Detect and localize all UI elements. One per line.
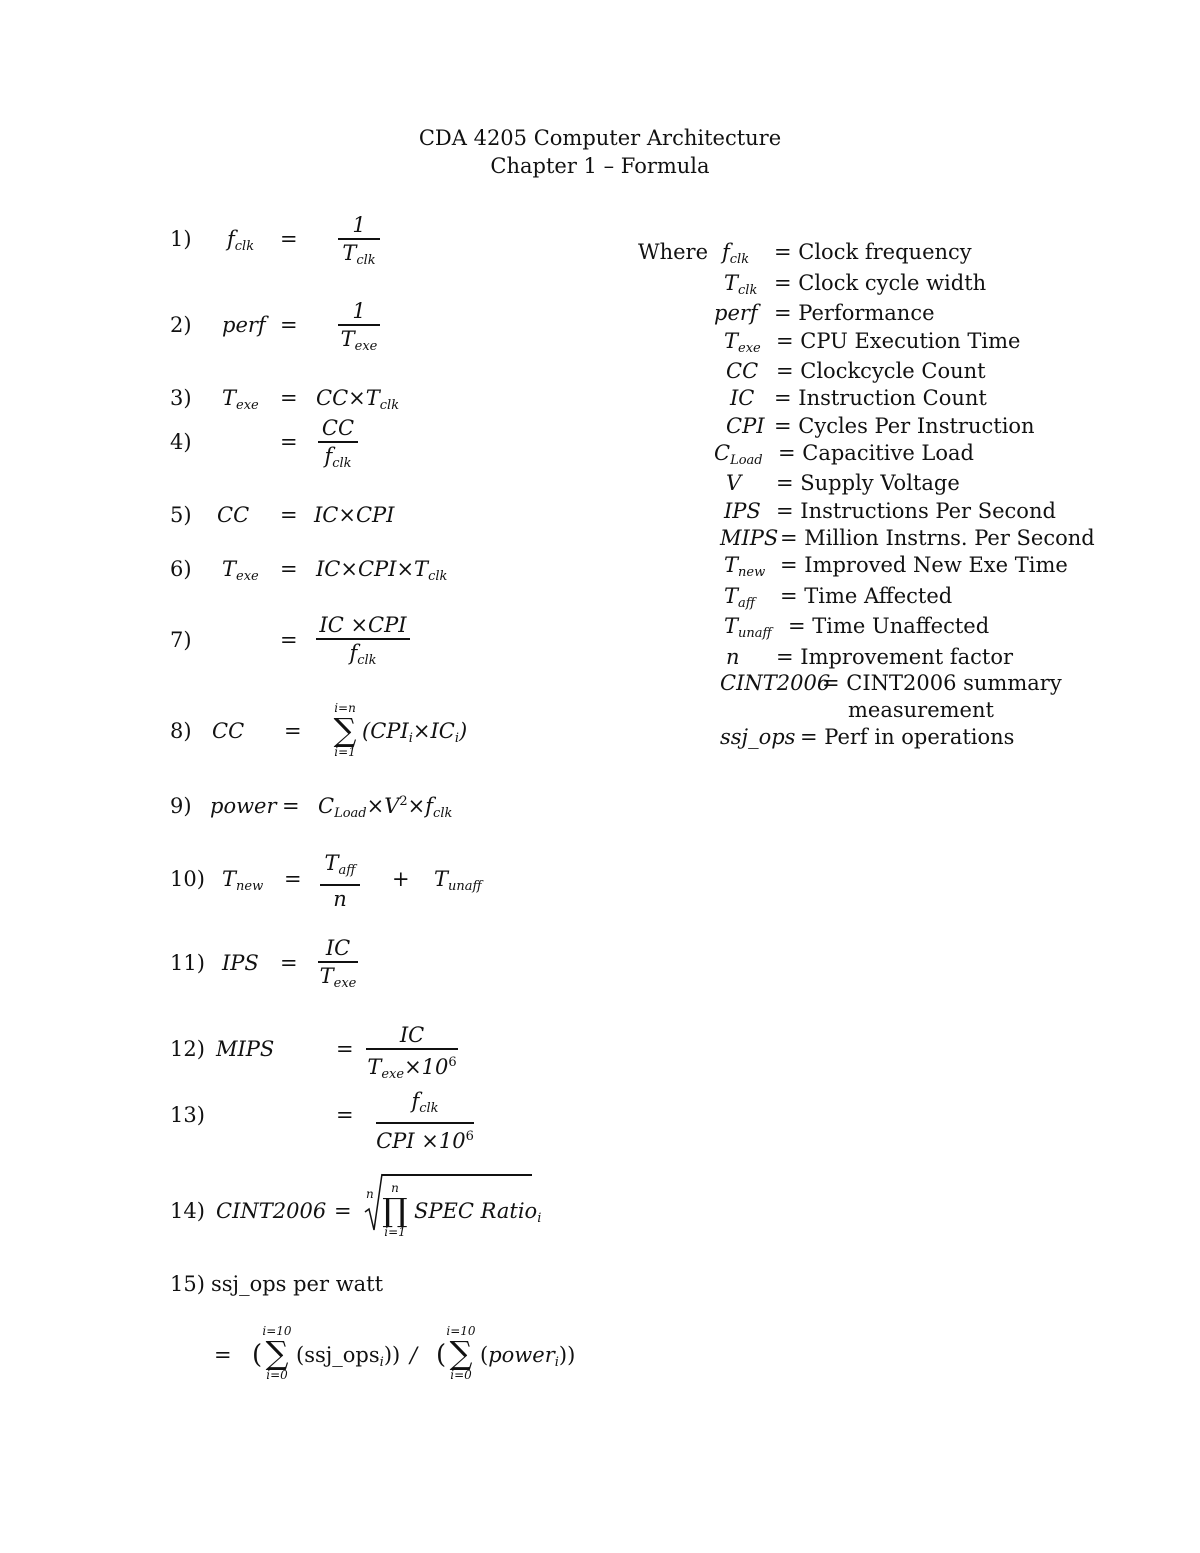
equals-sign: =: [280, 386, 298, 410]
legend-symbol: IPS: [724, 499, 761, 523]
formula-number: 1): [170, 227, 192, 251]
legend-symbol: MIPS: [720, 526, 779, 550]
formula-rhs: $IC\times CPI\times T_{clk}$: [316, 557, 448, 584]
page-subtitle: Chapter 1 – Formula: [490, 154, 710, 178]
sigma-icon: ∑: [265, 1334, 289, 1372]
formula-number: 14): [170, 1199, 205, 1223]
legend-description: = Time Affected: [780, 584, 953, 608]
legend-description: = Instructions Per Second: [776, 499, 1056, 523]
formula-lhs: power: [210, 794, 277, 818]
sigma-icon: ∑: [333, 711, 357, 749]
equals-sign: =: [280, 557, 298, 581]
legend-symbol: perf: [714, 301, 758, 325]
formula-number: 12): [170, 1037, 205, 1061]
formula-lhs: CC: [217, 503, 250, 527]
formula-lhs: $T_{exe}$: [222, 557, 259, 584]
legend-description: = Time Unaffected: [788, 614, 990, 638]
equals-sign: =: [284, 719, 302, 743]
fraction: 1 $T_{clk}$: [338, 212, 380, 274]
equals-sign: =: [280, 503, 298, 527]
formula-number: 8): [170, 719, 192, 743]
fraction: IC ×CPI $f_{clk}$: [316, 612, 410, 674]
equals-sign: =: [334, 1199, 352, 1223]
formula-number: 13): [170, 1103, 205, 1127]
legend-description: = Perf in operations: [800, 725, 1015, 749]
formula-number: 6): [170, 557, 192, 581]
legend-symbol: IC: [730, 386, 755, 410]
fraction: $T_{aff}$ n: [320, 850, 360, 912]
equals-sign: =: [282, 794, 300, 818]
formula-lhs: CC: [212, 719, 245, 743]
formula-rhs: $C_{Load}\times V^2\times f_{clk}$: [318, 794, 453, 821]
formula-number: 7): [170, 628, 192, 652]
formula-lhs: $f_{clk}$: [227, 227, 255, 254]
legend-symbol: CINT2006: [720, 671, 831, 695]
equals-sign: =: [336, 1037, 354, 1061]
legend-symbol: ssj_ops: [720, 725, 796, 749]
legend-where: Where: [638, 240, 709, 264]
product: n ∏ i=1: [382, 1181, 408, 1239]
fraction: CC $f_{clk}$: [318, 415, 358, 477]
formula-number: 10): [170, 867, 205, 891]
summation: i=10 ∑ i=0: [262, 1324, 292, 1382]
legend-symbol: V: [726, 471, 742, 495]
page-title: CDA 4205 Computer Architecture: [418, 126, 782, 150]
legend-description: = CPU Execution Time: [776, 329, 1021, 353]
plus-sign: +: [392, 867, 410, 891]
equals-sign: =: [336, 1103, 354, 1127]
legend-symbol: $T_{new}$: [724, 553, 766, 580]
equals-sign: =: [280, 951, 298, 975]
legend-description: = Supply Voltage: [776, 471, 960, 495]
formula-title: ssj_ops per watt: [211, 1272, 384, 1296]
formula-number: 2): [170, 313, 192, 337]
summation-term: (ssj_ops$_i$)): [296, 1343, 401, 1370]
formula-number: 15): [170, 1272, 205, 1296]
summation: i=10 ∑ i=0: [446, 1324, 476, 1382]
division-slash: /: [410, 1343, 418, 1367]
legend-description: = Clockcycle Count: [776, 359, 986, 383]
formula-number: 11): [170, 951, 205, 975]
legend-symbol: $T_{unaff}$: [724, 614, 772, 641]
sigma-icon: ∑: [449, 1334, 473, 1372]
formula-lhs: IPS: [222, 951, 259, 975]
fraction: $f_{clk}$ CPI $\times 10^6$: [376, 1089, 474, 1153]
formula-lhs: $T_{exe}$: [222, 386, 259, 413]
legend-symbol: $T_{aff}$: [724, 584, 755, 611]
fraction: IC $T_{exe}\times 10^6$: [367, 1023, 457, 1082]
legend-description: = Instruction Count: [774, 386, 987, 410]
summation-term: (power$_i$)): [480, 1343, 576, 1370]
summation-term: $(CPI_i\times IC_i)$: [362, 719, 468, 746]
formula-lhs: perf: [222, 313, 266, 337]
formula-number: 3): [170, 386, 192, 410]
formula-rhs: IC×CPI: [314, 503, 395, 527]
fraction: IC $T_{exe}$: [319, 936, 357, 991]
root-index: n: [366, 1187, 374, 1201]
legend-description: = Clock frequency: [774, 240, 972, 264]
formula-lhs: CINT2006: [216, 1199, 327, 1223]
summation: i=n ∑ i=1: [333, 701, 357, 759]
product-term: SPEC Ratio$_i$: [414, 1199, 542, 1226]
legend-description: = Million Instrns. Per Second: [780, 526, 1095, 550]
formula-number: 9): [170, 794, 192, 818]
formula-number: 4): [170, 430, 192, 454]
fraction: 1 $T_{exe}$: [338, 298, 380, 360]
radical-bar: [382, 1174, 532, 1176]
legend-description: = Capacitive Load: [778, 441, 974, 465]
equals-sign: =: [214, 1343, 232, 1367]
legend-description: = Improved New Exe Time: [780, 553, 1068, 577]
legend-description: = CINT2006 summary: [822, 671, 1062, 695]
legend-description: = Clock cycle width: [774, 271, 987, 295]
equals-sign: =: [280, 313, 298, 337]
legend-symbol: $C_{Load}$: [714, 441, 763, 468]
formula-rhs: $CC\times T_{clk}$: [316, 386, 400, 413]
equals-sign: =: [280, 628, 298, 652]
equals-sign: =: [280, 430, 298, 454]
formula-number: 5): [170, 503, 192, 527]
equals-sign: =: [280, 227, 298, 251]
legend-description: = Performance: [774, 301, 935, 325]
legend-symbol: $f_{clk}$: [722, 240, 750, 267]
legend-symbol: $T_{exe}$: [724, 329, 761, 356]
legend-description: measurement: [848, 698, 994, 722]
formula-term: $T_{unaff}$: [434, 867, 482, 894]
equals-sign: =: [284, 867, 302, 891]
legend-description: = Cycles Per Instruction: [774, 414, 1035, 438]
legend-symbol: n: [726, 645, 740, 669]
formula-lhs: $T_{new}$: [222, 867, 264, 894]
legend-symbol: CPI: [726, 414, 765, 438]
legend-description: = Improvement factor: [776, 645, 1014, 669]
product-icon: ∏: [382, 1191, 408, 1229]
legend-symbol: CC: [726, 359, 759, 383]
formula-lhs: MIPS: [216, 1037, 275, 1061]
legend-symbol: $T_{clk}$: [724, 271, 758, 298]
